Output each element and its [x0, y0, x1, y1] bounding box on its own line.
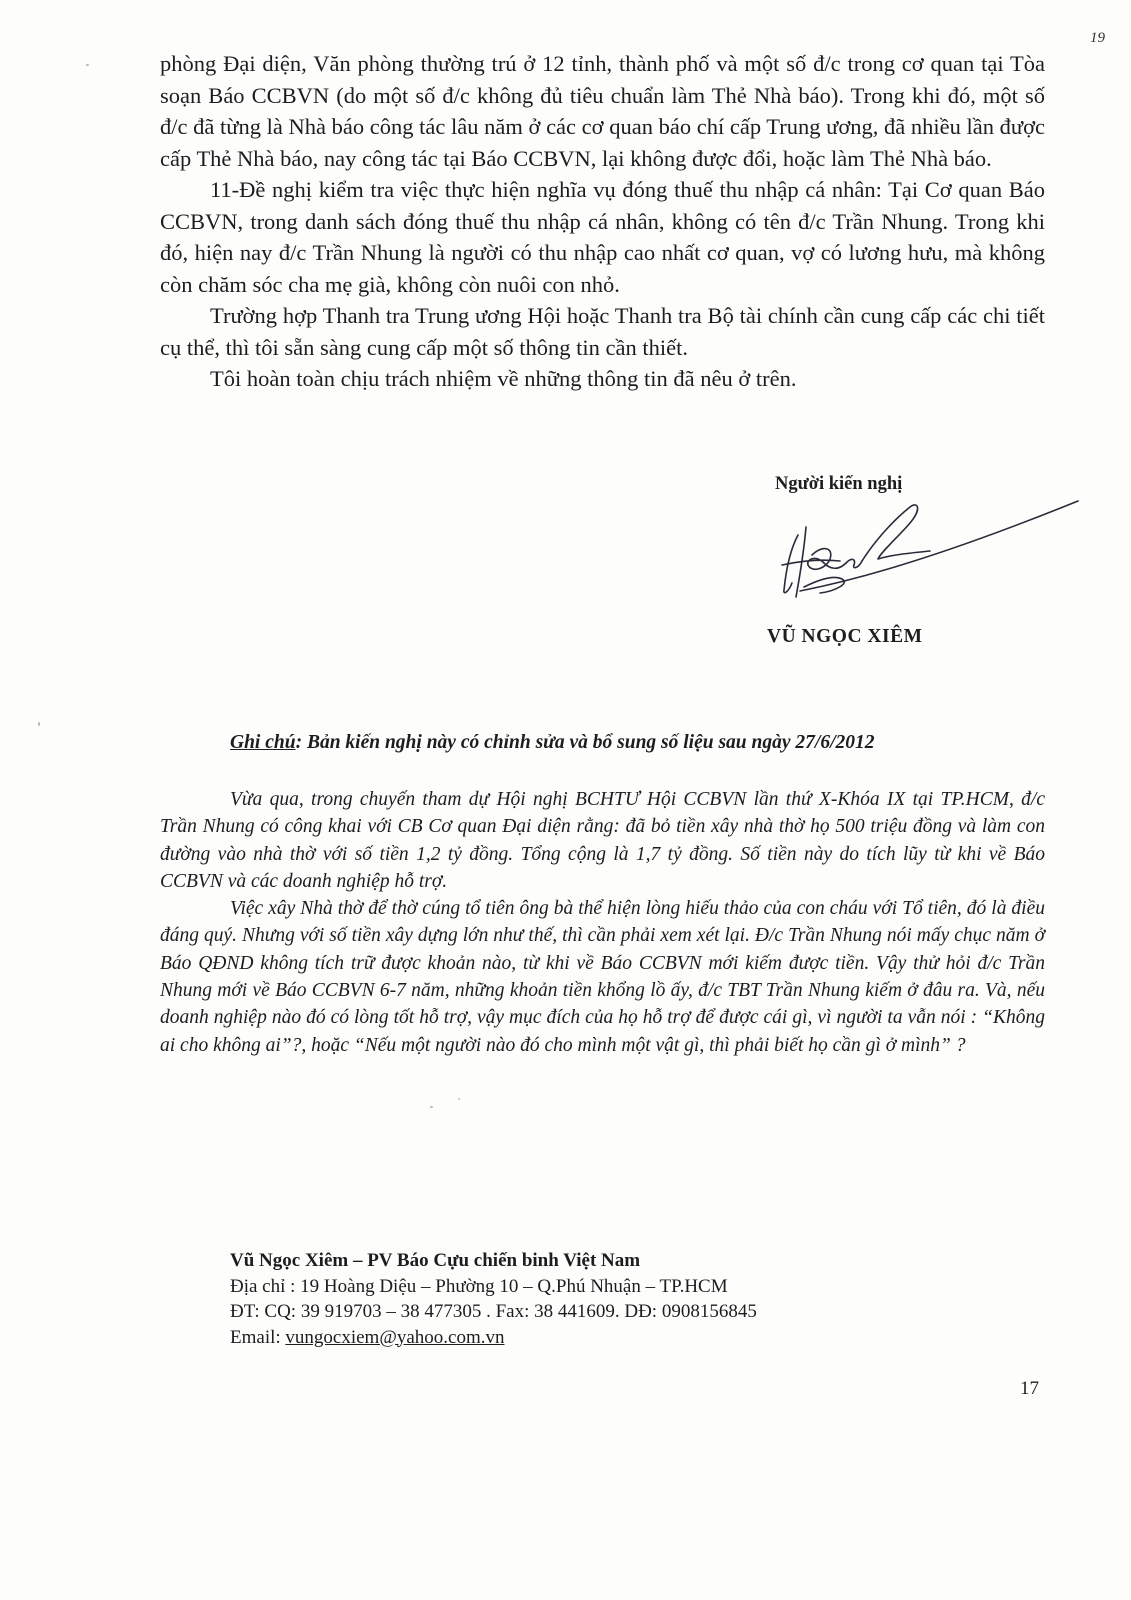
body-paragraph: 11-Đề nghị kiểm tra việc thực hiện nghĩa vụ đóng thuế thu nhập cá nhân: Tại Cơ quan Báo CCBVN, trong danh sách đóng thuế thu nhập cá nhân, không có tên đ/c Trần Nhung. Trong khi đó, hiện nay đ/c Trần Nhung là người có thu nhập cao nhất cơ quan, vợ có lương hưu, mà không còn chăm sóc cha mẹ già, không còn nuôi con nhỏ.: [160, 177, 1045, 297]
letter-body: [160, 48, 1045, 395]
scan-speck: [458, 1098, 460, 1100]
note-title-text: : Bản kiến nghị này có chỉnh sửa và bổ sung số liệu sau ngày 27/6/2012: [295, 732, 875, 753]
contact-phone: ĐT: CQ: 39 919703 – 38 477305 . Fax: 38 441609. DĐ: 0908156845: [230, 1301, 757, 1322]
note-label: Ghi chú: [230, 732, 296, 753]
scan-speck: [430, 1106, 433, 1108]
email-link[interactable]: vungocxiem@yahoo.com.vn: [285, 1326, 505, 1348]
contact-block: [230, 1248, 930, 1350]
contact-name: Vũ Ngọc Xiêm – PV Báo Cựu chiến binh Việt Nam: [230, 1250, 641, 1271]
body-paragraph: phòng Đại diện, Văn phòng thường trú ở 12 tỉnh, thành phố và một số đ/c trong cơ quan tại Tòa soạn Báo CCBVN (do một số đ/c không đủ tiêu chuẩn làm Thẻ Nhà báo). Trong khi đó, một số đ/c đã từng là Nhà báo công tác lâu năm ở các cơ quan báo chí cấp Trung ương, đã nhiều lần được cấp Thẻ Nhà báo, nay công tác tại Báo CCBVN, lại không được đổi, hoặc làm Thẻ Nhà báo.: [160, 51, 1045, 171]
body-paragraph: Tôi hoàn toàn chịu trách nhiệm về những thông tin đã nêu ở trên.: [210, 366, 797, 391]
body-paragraph: Trường hợp Thanh tra Trung ương Hội hoặc Thanh tra Bộ tài chính cần cung cấp các chi tiết cụ thể, thì tôi sẵn sàng cung cấp một số thông tin cần thiết.: [160, 303, 1045, 360]
scan-speck: [38, 722, 40, 726]
signer-role: Người kiến nghị: [775, 474, 903, 494]
handwritten-signature: [760, 495, 1080, 615]
page-number: 17: [1020, 1378, 1039, 1399]
contact-address: Địa chỉ : 19 Hoàng Diệu – Phường 10 – Q.Phú Nhuận – TP.HCM: [230, 1275, 728, 1297]
contact-email-row: [230, 1325, 930, 1351]
note-title: [230, 732, 874, 754]
note-body: [160, 786, 1045, 1059]
note-paragraph: Việc xây Nhà thờ để thờ cúng tổ tiên ông bà thể hiện lòng hiếu thảo của con cháu với Tổ tiên, đó là điều đáng quý. Nhưng với số tiền xây dựng lớn như thế, thì cần phải xem xét lại. Đ/c Trần Nhung nói mấy chục năm ở Báo QĐND không tích trữ được khoản nào, từ khi về Báo CCBVN mới kiếm được tiền. Vậy thử hỏi đ/c Trần Nhung mới về Báo CCBVN 6-7 năm, những khoản tiền khổng lồ ấy, đ/c TBT Trần Nhung kiếm ở đâu ra. Và, nếu doanh nghiệp nào đó có lòng tốt hỗ trợ, vậy mục đích của họ hỗ trợ để được cái gì, vì người ta vẫn nói : “Không ai cho không ai”?, hoặc “Nếu một người nào đó cho mình một vật gì, thì phải biết họ cần gì ở mình” ?: [160, 898, 1045, 1056]
signer-name: VŨ NGỌC XIÊM: [767, 626, 923, 647]
scan-speck: [86, 64, 89, 66]
note-paragraph: Vừa qua, trong chuyến tham dự Hội nghị BCHTƯ Hội CCBVN lần thứ X-Khóa IX tại TP.HCM, đ/c Trần Nhung có công khai với CB Cơ quan Đại diện rằng: đã bỏ tiền xây nhà thờ họ 500 triệu đồng và làm con đường vào nhà thờ với số tiền 1,2 tỷ đồng. Tổng cộng là 1,7 tỷ đồng. Số tiền này do tích lũy từ khi về Báo CCBVN và các doanh nghiệp hỗ trợ.: [160, 789, 1045, 892]
corner-page-mark: 19: [1090, 30, 1105, 46]
email-label: Email:: [230, 1326, 286, 1348]
